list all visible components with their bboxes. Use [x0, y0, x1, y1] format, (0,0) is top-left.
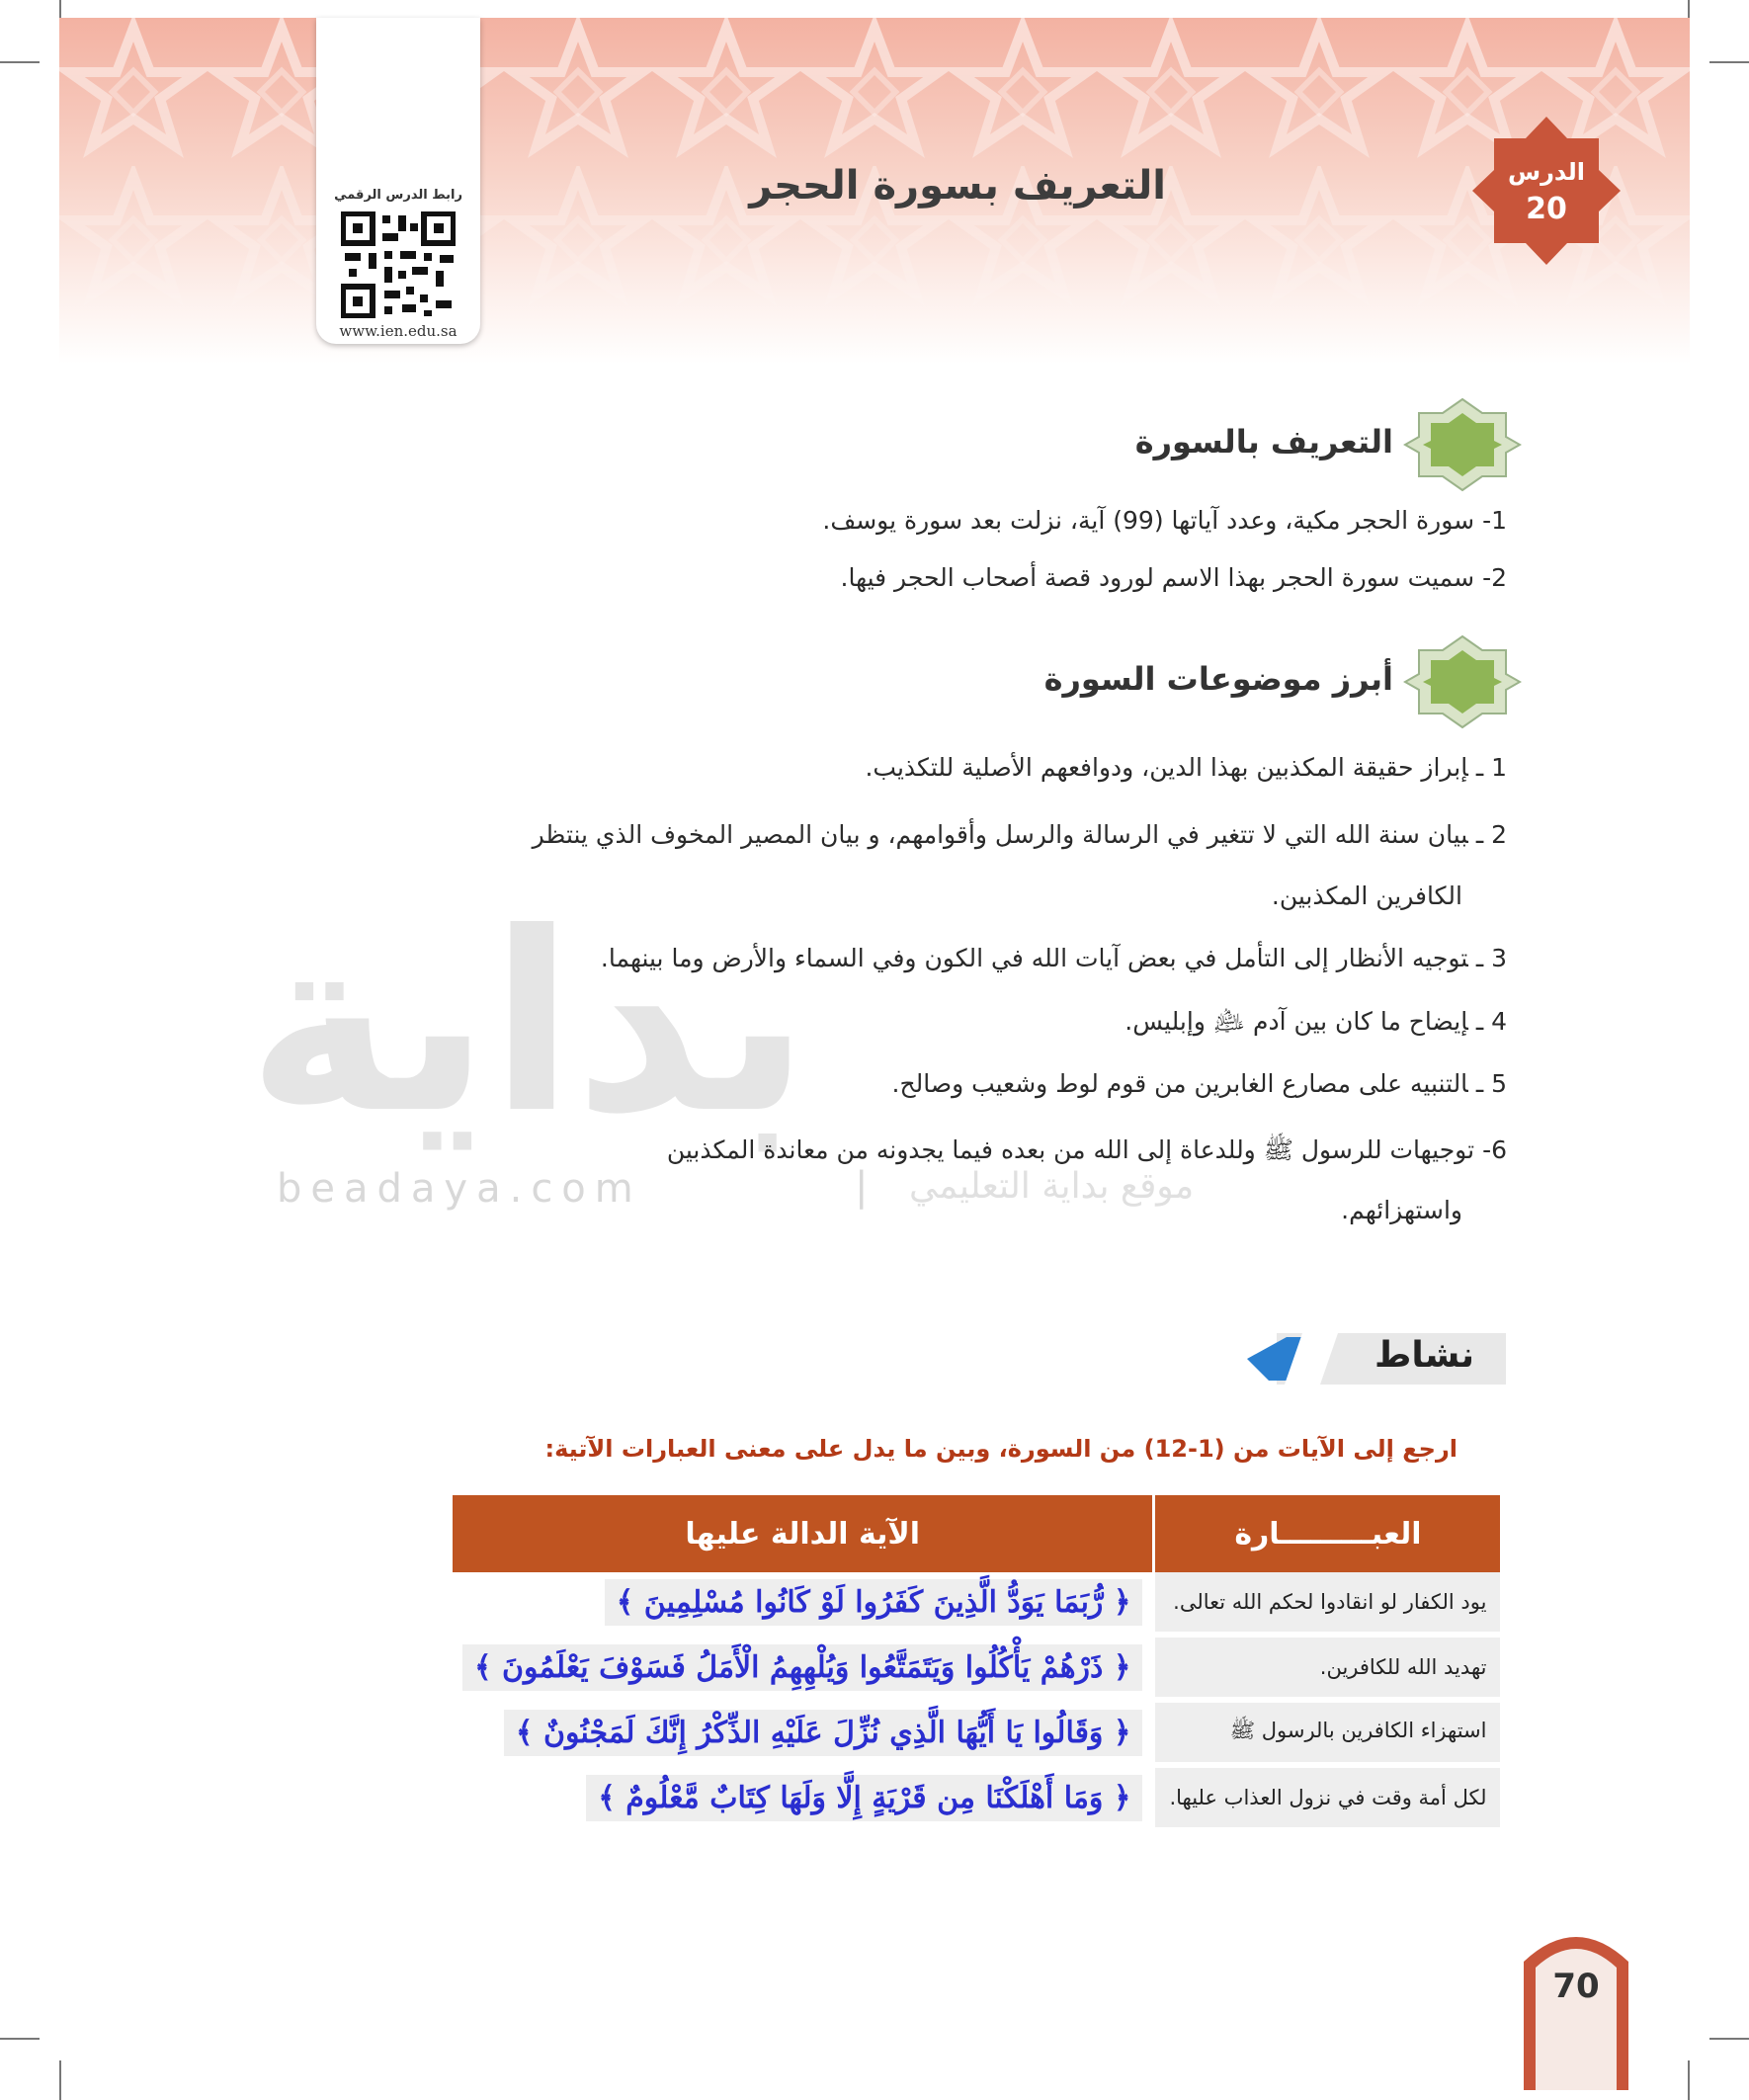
list-item — [533, 820, 1507, 849]
crop-mark — [1709, 2038, 1749, 2040]
verse-text: ﴿ وَمَا أَهْلَكْنَا مِن قَرْيَةٍ إِلَّا وَلَهَا كِتَابٌ مَّعْلُومٌ ﴾ — [586, 1775, 1142, 1821]
item-text: توجيهات للرسول ﷺ وللدعاة إلى الله من بعده فيما يجدونه من معاندة المكذبين — [666, 1135, 1475, 1164]
item-number: 4 ـ — [1475, 1007, 1507, 1036]
crop-mark — [0, 2038, 40, 2040]
verse-text: ﴿ ذَرْهُمْ يَأْكُلُوا وَيَتَمَتَّعُوا وَيُلْهِهِمُ الْأَمَلُ فَسَوْفَ يَعْلَمُونَ ﴾ — [462, 1644, 1142, 1691]
section-heading-intro — [988, 395, 1522, 494]
crop-mark — [1688, 2060, 1690, 2100]
item-number: 1- — [1482, 506, 1507, 535]
table-row — [453, 1768, 1500, 1833]
qr-code-icon[interactable] — [341, 211, 456, 318]
section-title: التعريف بالسورة — [1134, 423, 1393, 461]
octagon-leaf-icon — [1403, 395, 1522, 494]
qr-card[interactable] — [316, 18, 480, 344]
table-row — [453, 1703, 1500, 1768]
table-row — [453, 1638, 1500, 1703]
watermark-separator: | — [855, 1164, 869, 1210]
watermark-url: beadaya.com — [277, 1166, 642, 1212]
phrase-cell: لكل أمة وقت في نزول العذاب عليها. — [1152, 1768, 1500, 1833]
item-text: سورة الحجر مكية، وعدد آياتها (99) آية، نزلت بعد سورة يوسف. — [822, 506, 1475, 535]
list-item — [667, 1134, 1507, 1171]
list-item — [865, 753, 1507, 782]
item-text: بيان سنة الله التي لا تتغير في الرسالة والرسل وأقوامهم، و بيان المصير المخوف الذي ينتظر — [532, 820, 1468, 849]
crop-mark — [1709, 61, 1749, 63]
list-item-continuation — [1272, 882, 1462, 910]
list-item — [601, 944, 1507, 972]
item-text: إبراز حقيقة المكذبين بهذا الدين، ودوافعهم الأصلية للتكذيب. — [865, 753, 1468, 782]
verse-cell — [453, 1572, 1152, 1638]
item-number: 5 ـ — [1475, 1069, 1507, 1098]
verse-cell — [453, 1638, 1152, 1703]
item-number: 6- — [1482, 1135, 1507, 1164]
verse-cell — [453, 1768, 1152, 1833]
activity-table — [453, 1495, 1500, 1833]
crop-mark — [0, 61, 40, 63]
lesson-title: التعريف بسورة الحجر — [749, 163, 1166, 209]
page-number-tab — [1524, 1922, 1628, 2090]
activity-label-tab — [1247, 1329, 1506, 1388]
item-number: 1 ـ — [1475, 753, 1507, 782]
item-text: سميت سورة الحجر بهذا الاسم لورود قصة أصحاب الحجر فيها. — [840, 563, 1475, 592]
section-title: أبرز موضوعات السورة — [1043, 660, 1393, 698]
phrase-cell: تهديد الله للكافرين. — [1152, 1638, 1500, 1703]
item-text: واستهزائهم. — [1341, 1196, 1462, 1224]
verse-text: ﴿ وَقَالُوا يَا أَيُّهَا الَّذِي نُزِّلَ عَلَيْهِ الذِّكْرُ إِنَّكَ لَمَجْنُونٌ ﴾ — [504, 1710, 1143, 1756]
phrase-cell: استهزاء الكافرين بالرسول ﷺ — [1152, 1703, 1500, 1768]
header-verse: الآية الدالة عليها — [453, 1495, 1152, 1572]
qr-title: رابط الدرس الرقمي — [334, 188, 462, 203]
page-tab-icon — [1524, 1922, 1628, 2090]
verse-text: ﴿ رُّبَمَا يَوَدُّ الَّذِينَ كَفَرُوا لَوْ كَانُوا مُسْلِمِينَ ﴾ — [605, 1579, 1143, 1626]
phrase-cell: يود الكفار لو انقادوا لحكم الله تعالى. — [1152, 1572, 1500, 1638]
watermark-word: بداية — [247, 880, 810, 1167]
crop-mark — [59, 2060, 61, 2100]
item-number: 3 ـ — [1475, 944, 1507, 972]
table-row — [453, 1572, 1500, 1638]
item-text: توجيه الأنظار إلى التأمل في بعض آيات الله في الكون وفي السماء والأرض وما بينهما. — [600, 944, 1468, 972]
lesson-word: الدرس — [1507, 158, 1586, 186]
lesson-badge — [1472, 117, 1621, 265]
list-item — [822, 506, 1507, 535]
table-header-row — [453, 1495, 1500, 1572]
qr-url[interactable]: www.ien.edu.sa — [339, 322, 458, 340]
verse-cell — [453, 1703, 1152, 1768]
header-phrase: العبـــــــــارة — [1152, 1495, 1500, 1572]
item-number: 2 ـ — [1475, 820, 1507, 849]
item-text: التنبيه على مصارع الغابرين من قوم لوط وشعيب وصالح. — [891, 1069, 1468, 1098]
page-number: 70 — [1552, 1967, 1600, 2006]
item-text: الكافرين المكذبين. — [1271, 882, 1462, 910]
list-item-continuation — [1341, 1196, 1462, 1224]
item-number: 2- — [1482, 563, 1507, 592]
list-item — [892, 1069, 1507, 1098]
watermark-site: موقع بداية التعليمي — [909, 1166, 1195, 1207]
octagon-star-icon — [1472, 117, 1621, 265]
activity-instruction: ارجع إلى الآيات من (1-12) من السورة، وبين ما يدل على معنى العبارات الآتية: — [544, 1435, 1458, 1463]
octagon-leaf-icon — [1403, 632, 1522, 731]
lesson-number: 20 — [1526, 192, 1567, 226]
list-item — [1124, 1006, 1507, 1043]
item-text: إيضاح ما كان بين آدم ﵇ وإبليس. — [1124, 1007, 1468, 1036]
section-heading-topics — [988, 632, 1522, 731]
activity-label: نشاط — [1374, 1335, 1474, 1376]
list-item — [841, 563, 1507, 592]
